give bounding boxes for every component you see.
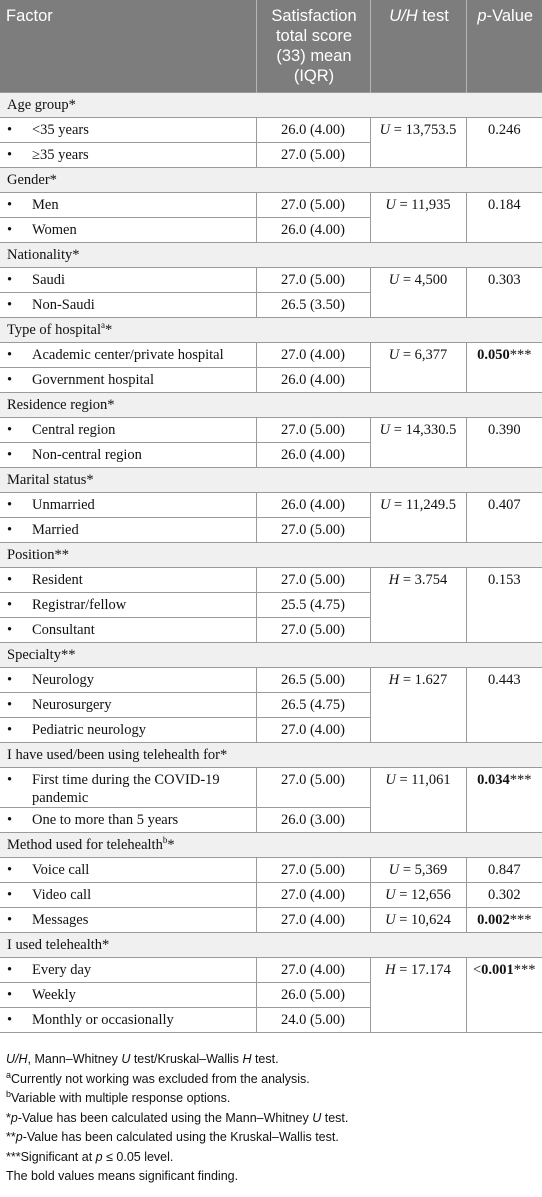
footnote-marker: b [6, 1088, 12, 1099]
row-factor-wrap [7, 446, 252, 464]
row-factor [0, 767, 256, 807]
group-label-text: Specialty** [7, 646, 76, 663]
test-value: = 13,753.5 [390, 121, 457, 138]
group-row [0, 642, 542, 667]
header-test [370, 0, 466, 92]
footnote-abbrev [6, 1050, 538, 1070]
row-factor-text: Resident [32, 571, 83, 588]
test-letter: U [388, 271, 400, 288]
row-score: 26.0 (4.00) [256, 442, 370, 467]
row-score: 27.0 (5.00) [256, 192, 370, 217]
test-value: = 11,249.5 [390, 496, 457, 513]
row-factor-text: Messages [32, 911, 89, 928]
header-pvalue [466, 0, 542, 92]
test-value: = 10,624 [395, 911, 451, 928]
table-body [0, 92, 542, 1032]
footnote-text: p [10, 1110, 18, 1125]
pvalue-number: 0.303 [487, 271, 521, 288]
row-score: 27.0 (5.00) [256, 142, 370, 167]
footnote-text: Variable with multiple response options. [11, 1091, 231, 1105]
row-score: 26.0 (3.00) [256, 807, 370, 832]
group-label [0, 242, 542, 267]
row-factor [0, 592, 256, 617]
group-label [0, 467, 542, 492]
bullet: • [7, 811, 13, 828]
row-score: 27.0 (4.00) [256, 957, 370, 982]
pvalue-suffix: *** [509, 346, 532, 363]
row-score: 26.5 (3.50) [256, 292, 370, 317]
pvalue-suffix: *** [513, 961, 536, 978]
pvalue-number: 0.184 [487, 196, 521, 213]
bullet: • [7, 296, 13, 313]
group-label [0, 832, 542, 857]
row-factor-text: First time during the COVID-19 pandemic [32, 771, 220, 806]
group-label-text: Position** [7, 546, 70, 563]
row-factor-wrap [7, 621, 252, 639]
footnote-text: U [312, 1110, 322, 1125]
row-factor-wrap [7, 811, 252, 829]
pvalue-number: 0.246 [487, 121, 521, 138]
row-test-stat [370, 192, 466, 242]
row-factor-text: Every day [32, 961, 92, 978]
row-pvalue [466, 417, 542, 467]
bullet: • [7, 146, 13, 163]
pvalue-number: 0.390 [487, 421, 521, 438]
footnote-text: test. [321, 1110, 349, 1125]
row-factor-wrap [7, 271, 252, 289]
row-score: 27.0 (4.00) [256, 342, 370, 367]
row-factor-text: Academic center/private hospital [32, 346, 224, 363]
test-letter: H [388, 671, 400, 688]
row-factor-wrap [7, 961, 252, 979]
footnote-star [6, 1109, 538, 1129]
group-row [0, 242, 542, 267]
row-factor-wrap [7, 571, 252, 589]
row-factor-text: Monthly or occasionally [32, 1011, 174, 1028]
header-pvalue-rest: -Value [486, 7, 534, 25]
row-factor [0, 907, 256, 932]
group-label [0, 742, 542, 767]
table-row [0, 667, 542, 692]
row-pvalue [466, 857, 542, 882]
header-test-italic: U/H [389, 7, 418, 25]
row-score: 24.0 (5.00) [256, 1007, 370, 1032]
row-factor [0, 417, 256, 442]
row-pvalue [466, 882, 542, 907]
pvalue-number: 0.050 [477, 346, 510, 363]
bullet: • [7, 221, 13, 238]
bullet: • [7, 271, 13, 288]
row-factor-text: Video call [32, 886, 92, 903]
row-pvalue [466, 117, 542, 167]
pvalue-number: 0.002 [477, 911, 510, 928]
footnote-text: Currently not working was excluded from the analysis. [11, 1071, 310, 1086]
row-factor-text: Saudi [32, 271, 66, 288]
group-label-text: Nationality* [7, 246, 80, 263]
row-factor [0, 617, 256, 642]
test-value: = 5,369 [399, 861, 448, 878]
row-factor-wrap [7, 771, 252, 807]
header-pvalue-italic: p [477, 7, 487, 25]
group-row [0, 467, 542, 492]
row-factor [0, 217, 256, 242]
row-factor-wrap [7, 696, 252, 714]
footnote-text: U [121, 1052, 131, 1066]
row-pvalue [466, 957, 542, 1032]
group-label-sup: b [162, 834, 168, 845]
bullet: • [7, 986, 13, 1003]
test-letter: H [388, 571, 400, 588]
row-factor-text: Non-central region [32, 446, 142, 463]
pvalue-number: 0.001 [481, 961, 514, 978]
row-pvalue [466, 567, 542, 642]
row-factor [0, 292, 256, 317]
row-factor [0, 267, 256, 292]
table-row [0, 957, 542, 982]
row-factor [0, 492, 256, 517]
row-score: 27.0 (5.00) [256, 857, 370, 882]
row-score: 26.0 (5.00) [256, 982, 370, 1007]
group-label-text: Gender* [7, 171, 57, 188]
row-factor-text: Government hospital [32, 371, 155, 388]
bullet: • [7, 911, 13, 928]
group-label-tail: * [105, 321, 113, 338]
footnote-text: * [6, 1110, 11, 1125]
row-factor-text: Married [32, 521, 79, 538]
test-value: = 17.174 [395, 961, 451, 978]
bullet: • [7, 521, 13, 538]
bullet: • [7, 861, 13, 878]
row-score: 26.0 (4.00) [256, 217, 370, 242]
bullet: • [7, 1011, 13, 1028]
row-factor-text: Neurosurgery [32, 696, 112, 713]
group-label [0, 167, 542, 192]
row-test-stat [370, 267, 466, 317]
row-factor-text: Registrar/fellow [32, 596, 127, 613]
row-pvalue [466, 342, 542, 392]
group-label-text: Residence region* [7, 396, 115, 413]
row-pvalue [466, 767, 542, 832]
row-factor [0, 1007, 256, 1032]
row-factor-wrap [7, 911, 252, 929]
row-factor-wrap [7, 296, 252, 314]
row-factor-text: Neurology [32, 671, 95, 688]
row-factor [0, 567, 256, 592]
test-value: = 6,377 [399, 346, 448, 363]
row-test-stat [370, 342, 466, 392]
row-factor-text: Pediatric neurology [32, 721, 146, 738]
pvalue-suffix: *** [509, 771, 532, 788]
row-factor-text: ≥35 years [32, 146, 89, 163]
group-label-tail: * [167, 836, 175, 853]
table-row [0, 767, 542, 807]
footnote-text: test/Kruskal–Wallis [130, 1052, 243, 1066]
table-footnotes [6, 1050, 538, 1187]
footnote-text: ≤ 0.05 level. [102, 1149, 174, 1164]
table-row [0, 267, 542, 292]
table-row [0, 492, 542, 517]
footnote-marker: a [6, 1069, 12, 1080]
pvalue-prefix: < [472, 961, 482, 978]
row-factor-wrap [7, 1011, 252, 1029]
row-factor-text: One to more than 5 years [32, 811, 179, 828]
row-score: 27.0 (5.00) [256, 517, 370, 542]
row-score: 27.0 (4.00) [256, 882, 370, 907]
bullet: • [7, 721, 13, 738]
footnote-double-star [6, 1128, 538, 1148]
header-satisfaction: Satisfaction total score (33) mean (IQR) [256, 0, 370, 92]
group-label-text: I used telehealth* [7, 936, 110, 953]
test-value: = 11,935 [395, 196, 451, 213]
row-test-stat [370, 907, 466, 932]
row-factor [0, 667, 256, 692]
bullet: • [7, 696, 13, 713]
table-row [0, 882, 542, 907]
test-value: = 4,500 [399, 271, 448, 288]
footnote-b [6, 1089, 538, 1109]
row-factor-wrap [7, 121, 252, 139]
row-test-stat [370, 417, 466, 467]
row-pvalue [466, 267, 542, 317]
row-pvalue [466, 667, 542, 742]
row-factor-wrap [7, 671, 252, 689]
row-factor [0, 882, 256, 907]
footnote-text: -Value has been calculated using the Kruskal–Wallis test. [22, 1130, 339, 1144]
bullet: • [7, 446, 13, 463]
row-factor [0, 142, 256, 167]
row-score: 27.0 (5.00) [256, 417, 370, 442]
row-factor-text: Non-Saudi [32, 296, 95, 313]
group-label [0, 642, 542, 667]
row-factor-text: Men [32, 196, 59, 213]
row-factor-wrap [7, 221, 252, 239]
row-factor-wrap [7, 861, 252, 879]
table-row [0, 192, 542, 217]
footnote-text: p [15, 1130, 23, 1144]
row-factor-wrap [7, 496, 252, 514]
test-value: = 3.754 [399, 571, 448, 588]
group-label [0, 542, 542, 567]
row-factor [0, 807, 256, 832]
group-label-text: Marital status* [7, 471, 94, 488]
bullet: • [7, 121, 13, 138]
test-value: = 11,061 [395, 771, 451, 788]
footnote-text: -Value has been calculated using the Mann–Whitney [17, 1110, 313, 1125]
test-value: = 14,330.5 [390, 421, 457, 438]
row-score: 25.5 (4.75) [256, 592, 370, 617]
footnote-text: p [95, 1149, 103, 1164]
row-factor-text: Weekly [32, 986, 76, 1003]
pvalue-suffix: *** [509, 911, 532, 928]
row-factor [0, 117, 256, 142]
pvalue-number: 0.302 [487, 886, 521, 903]
bullet: • [7, 196, 13, 213]
bullet: • [7, 571, 13, 588]
pvalue-number: 0.443 [487, 671, 521, 688]
row-factor-text: Central region [32, 421, 116, 438]
row-score: 27.0 (4.00) [256, 717, 370, 742]
row-pvalue [466, 907, 542, 932]
row-factor [0, 982, 256, 1007]
bullet: • [7, 621, 13, 638]
table-row [0, 857, 542, 882]
group-row [0, 832, 542, 857]
group-label-text: I have used/been using telehealth for* [7, 746, 228, 763]
test-letter: H [385, 961, 396, 978]
table-row [0, 342, 542, 367]
footnote-text: ** [6, 1130, 16, 1144]
header-test-rest: test [417, 7, 449, 25]
pvalue-number: 0.847 [487, 861, 521, 878]
row-factor-wrap [7, 196, 252, 214]
group-row [0, 167, 542, 192]
row-test-stat [370, 567, 466, 642]
row-factor-wrap [7, 521, 252, 539]
pvalue-number: 0.407 [487, 496, 521, 513]
row-test-stat [370, 667, 466, 742]
row-factor [0, 692, 256, 717]
row-factor-wrap [7, 886, 252, 904]
row-factor-text: Consultant [32, 621, 95, 638]
footnote-text: test. [251, 1052, 279, 1066]
bullet: • [7, 421, 13, 438]
row-factor [0, 192, 256, 217]
group-label-text: Method used for telehealth [7, 836, 163, 853]
row-score: 26.0 (4.00) [256, 367, 370, 392]
bullet: • [7, 671, 13, 688]
bullet: • [7, 346, 13, 363]
row-score: 26.5 (4.75) [256, 692, 370, 717]
row-factor-text: <35 years [32, 121, 89, 138]
row-factor-text: Voice call [32, 861, 90, 878]
group-row [0, 317, 542, 342]
row-factor [0, 857, 256, 882]
row-factor [0, 442, 256, 467]
table-row [0, 417, 542, 442]
test-letter: U [379, 121, 391, 138]
row-factor-wrap [7, 146, 252, 164]
test-letter: U [388, 861, 400, 878]
bullet: • [7, 596, 13, 613]
row-test-stat [370, 857, 466, 882]
row-score: 26.5 (5.00) [256, 667, 370, 692]
row-score: 27.0 (5.00) [256, 267, 370, 292]
group-label [0, 392, 542, 417]
footnote-text: U/H [6, 1052, 28, 1066]
row-test-stat [370, 492, 466, 542]
row-score: 27.0 (5.00) [256, 617, 370, 642]
footnote-bold: The bold values means significant finding. [6, 1169, 239, 1183]
group-row [0, 542, 542, 567]
row-factor [0, 717, 256, 742]
footnote-text: H [242, 1052, 252, 1066]
row-factor-wrap [7, 596, 252, 614]
row-test-stat [370, 117, 466, 167]
test-letter: U [388, 346, 400, 363]
row-factor-text: Unmarried [32, 496, 95, 513]
group-row [0, 742, 542, 767]
row-score: 27.0 (5.00) [256, 767, 370, 807]
group-label [0, 317, 542, 342]
bullet: • [7, 961, 13, 978]
bullet: • [7, 496, 13, 513]
test-letter: U [385, 886, 396, 903]
group-row [0, 932, 542, 957]
group-label-text: Type of hospital [7, 321, 102, 338]
row-test-stat [370, 767, 466, 832]
row-pvalue [466, 492, 542, 542]
group-label-sup: a [101, 319, 106, 330]
row-factor [0, 367, 256, 392]
row-test-stat [370, 957, 466, 1032]
row-pvalue [466, 192, 542, 242]
test-letter: U [379, 421, 391, 438]
row-factor-wrap [7, 371, 252, 389]
row-factor-wrap [7, 721, 252, 739]
test-letter: U [385, 196, 396, 213]
group-row [0, 92, 542, 117]
table-row [0, 907, 542, 932]
footnote-triple-star [6, 1148, 538, 1168]
group-label [0, 92, 542, 117]
row-factor [0, 342, 256, 367]
test-letter: U [385, 771, 396, 788]
row-score: 26.0 (4.00) [256, 117, 370, 142]
bullet: • [7, 371, 13, 388]
row-score: 27.0 (4.00) [256, 907, 370, 932]
row-factor [0, 957, 256, 982]
header-factor: Factor [0, 0, 256, 92]
bullet: • [7, 771, 13, 788]
test-letter: U [385, 911, 396, 928]
row-factor-text: Women [32, 221, 77, 238]
table-row [0, 117, 542, 142]
row-factor-wrap [7, 986, 252, 1004]
row-factor [0, 517, 256, 542]
row-factor-wrap [7, 346, 252, 364]
group-label [0, 932, 542, 957]
footnote-text: , Mann–Whitney [27, 1052, 122, 1066]
test-value: = 1.627 [399, 671, 448, 688]
group-row [0, 392, 542, 417]
table-row [0, 567, 542, 592]
row-score: 27.0 (5.00) [256, 567, 370, 592]
group-label-text: Age group* [7, 96, 76, 113]
footnote-a [6, 1070, 538, 1090]
test-value: = 12,656 [395, 886, 451, 903]
pvalue-number: 0.034 [477, 771, 510, 788]
row-test-stat [370, 882, 466, 907]
row-score: 26.0 (4.00) [256, 492, 370, 517]
pvalue-number: 0.153 [487, 571, 521, 588]
table-header [0, 0, 542, 92]
test-letter: U [379, 496, 391, 513]
footnote-text: ***Significant at [6, 1149, 96, 1164]
bullet: • [7, 886, 13, 903]
row-factor-wrap [7, 421, 252, 439]
